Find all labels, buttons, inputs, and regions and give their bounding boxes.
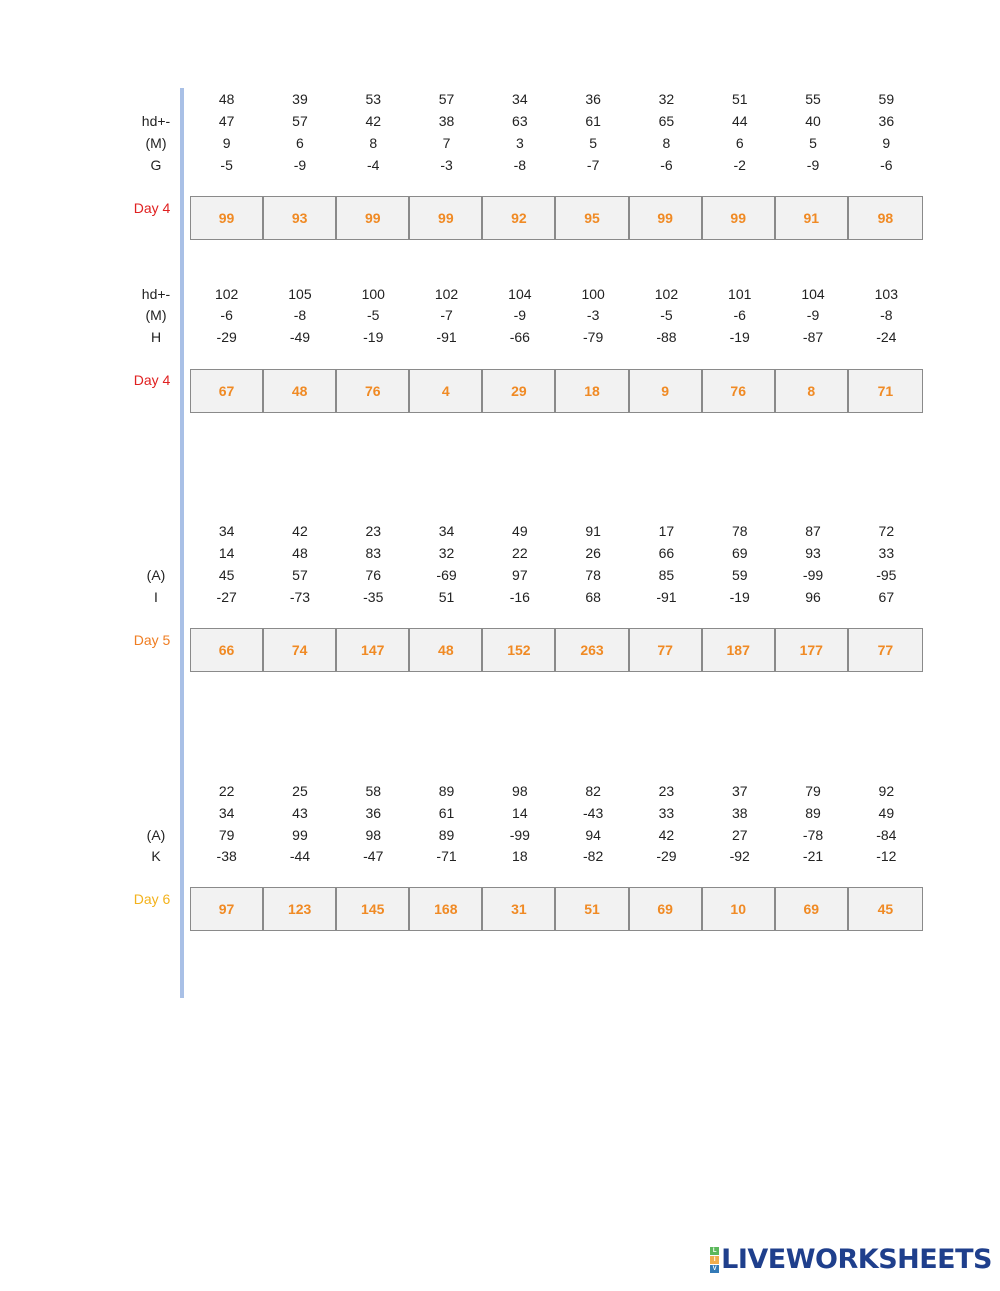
number-cell: -6 [220, 307, 233, 323]
number-cell: -87 [802, 329, 824, 345]
answer-box[interactable]: 67 [191, 370, 264, 412]
number-cell: -92 [729, 848, 750, 864]
number-cell: -21 [802, 848, 824, 864]
number-cell: -9 [806, 157, 820, 173]
number-cell: 27 [731, 827, 748, 843]
number-cell: 89 [438, 827, 455, 843]
number-cell: 14 [218, 545, 235, 561]
number-cell: -16 [509, 589, 530, 605]
number-cell: 94 [585, 827, 601, 843]
number-cell: -73 [289, 589, 311, 605]
number-cell: -29 [216, 329, 237, 345]
number-cell: 66 [658, 545, 675, 561]
answer-box[interactable]: 69 [776, 888, 849, 930]
number-cell: 104 [508, 286, 532, 302]
number-cell: 37 [731, 783, 748, 799]
number-cell: 25 [292, 783, 308, 799]
row-label: hd+- [141, 286, 171, 302]
number-row [190, 132, 923, 154]
number-cell: -35 [363, 589, 384, 605]
answer-box[interactable]: 71 [849, 370, 922, 412]
number-cell: 43 [292, 805, 308, 821]
number-cell: 98 [512, 783, 528, 799]
number-cell: -8 [513, 157, 527, 173]
number-cell: 33 [658, 805, 675, 821]
number-cell: 22 [218, 783, 235, 799]
number-cell: 79 [805, 783, 821, 799]
answer-row [190, 196, 923, 240]
number-cell: 78 [731, 523, 748, 539]
row-label: (M) [145, 135, 167, 151]
number-cell: -19 [729, 329, 750, 345]
number-cell: -43 [583, 805, 604, 821]
answer-box[interactable]: 91 [776, 197, 849, 239]
number-row [190, 520, 923, 542]
answer-box[interactable]: 98 [849, 197, 922, 239]
answer-box[interactable]: 4 [410, 370, 483, 412]
number-cell: 58 [365, 783, 382, 799]
number-cell: 48 [292, 545, 308, 561]
number-cell: 101 [728, 286, 752, 302]
number-cell: -95 [876, 567, 897, 583]
day-label: Day 5 [133, 632, 171, 648]
number-cell: -9 [513, 307, 527, 323]
answer-box[interactable]: 76 [703, 370, 776, 412]
answer-box[interactable]: 99 [410, 197, 483, 239]
number-cell: -6 [660, 157, 673, 173]
row-label: G [150, 157, 162, 173]
answer-box[interactable]: 45 [849, 888, 922, 930]
number-cell: 51 [438, 589, 455, 605]
number-cell: -27 [216, 589, 237, 605]
number-cell: 9 [222, 135, 231, 151]
number-row [190, 326, 923, 348]
number-cell: -47 [363, 848, 384, 864]
number-cell: -8 [293, 307, 307, 323]
number-cell: 105 [288, 286, 312, 302]
logo-text: LIVEWORKSHEETS [721, 1244, 992, 1275]
row-label: hd+- [141, 113, 171, 129]
answer-box[interactable]: 51 [556, 888, 629, 930]
number-cell: 8 [369, 135, 378, 151]
answer-box[interactable]: 152 [483, 629, 556, 671]
number-cell: -4 [367, 157, 380, 173]
answer-box[interactable]: 263 [556, 629, 629, 671]
answer-box[interactable]: 145 [337, 888, 410, 930]
number-cell: 92 [878, 783, 895, 799]
number-cell: 33 [878, 545, 895, 561]
number-cell: 57 [438, 91, 455, 107]
number-cell: -24 [876, 329, 897, 345]
number-cell: 9 [882, 135, 891, 151]
number-cell: 68 [585, 589, 601, 605]
number-cell: 32 [438, 545, 455, 561]
number-cell: 55 [805, 91, 821, 107]
number-cell: 93 [805, 545, 821, 561]
number-cell: 39 [292, 91, 308, 107]
number-row [190, 88, 923, 110]
number-cell: -44 [289, 848, 311, 864]
answer-box[interactable]: 92 [483, 197, 556, 239]
number-row [190, 586, 923, 608]
answer-box[interactable]: 77 [630, 629, 703, 671]
number-cell: 8 [662, 135, 671, 151]
answer-row [190, 887, 923, 931]
answer-row [190, 628, 923, 672]
number-cell: 91 [585, 523, 601, 539]
number-cell: 89 [438, 783, 455, 799]
answer-box[interactable]: 18 [556, 370, 629, 412]
answer-box[interactable]: 77 [849, 629, 922, 671]
liveworksheets-logo [710, 1244, 992, 1275]
number-cell: 17 [658, 523, 675, 539]
number-cell: -5 [367, 307, 380, 323]
number-cell: 34 [512, 91, 528, 107]
number-cell: 42 [658, 827, 675, 843]
number-cell: 65 [658, 113, 675, 129]
answer-box[interactable]: 69 [630, 888, 703, 930]
number-cell: -5 [220, 157, 233, 173]
answer-box[interactable]: 93 [264, 197, 337, 239]
number-cell: 76 [365, 567, 382, 583]
number-cell: 3 [515, 135, 524, 151]
number-cell: 98 [365, 827, 382, 843]
number-cell: 23 [365, 523, 382, 539]
answer-box[interactable]: 147 [337, 629, 410, 671]
number-cell: -99 [802, 567, 824, 583]
answer-box[interactable]: 48 [410, 629, 483, 671]
day-label: Day 4 [133, 200, 171, 216]
row-label: K [151, 848, 161, 864]
number-cell: -78 [802, 827, 824, 843]
number-cell: -12 [876, 848, 897, 864]
number-cell: -91 [436, 329, 457, 345]
number-cell: 22 [512, 545, 528, 561]
row-label: H [150, 329, 162, 345]
number-cell: -9 [293, 157, 307, 173]
number-row [190, 802, 923, 824]
answer-box[interactable]: 177 [776, 629, 849, 671]
number-cell: 69 [731, 545, 748, 561]
number-cell: 34 [218, 805, 235, 821]
number-cell: 5 [589, 135, 598, 151]
answer-box[interactable]: 187 [703, 629, 776, 671]
number-cell: 51 [731, 91, 748, 107]
answer-box[interactable]: 31 [483, 888, 556, 930]
number-cell: 104 [801, 286, 825, 302]
answer-box[interactable]: 8 [776, 370, 849, 412]
number-cell: 63 [512, 113, 528, 129]
row-label: I [154, 589, 158, 605]
number-cell: -71 [436, 848, 457, 864]
number-cell: 100 [361, 286, 385, 302]
number-cell: 61 [438, 805, 455, 821]
number-cell: 40 [805, 113, 821, 129]
number-cell: 36 [585, 91, 601, 107]
number-cell: -6 [880, 157, 893, 173]
number-cell: -38 [216, 848, 237, 864]
number-cell: -69 [436, 567, 457, 583]
number-cell: 42 [365, 113, 382, 129]
number-cell: 36 [365, 805, 382, 821]
number-cell: -82 [583, 848, 604, 864]
number-row [190, 845, 923, 867]
number-cell: 59 [731, 567, 748, 583]
number-cell: -99 [509, 827, 530, 843]
number-cell: -91 [656, 589, 677, 605]
number-row [190, 283, 923, 305]
number-cell: -5 [660, 307, 673, 323]
number-cell: 42 [292, 523, 308, 539]
answer-box[interactable]: 99 [191, 197, 264, 239]
number-cell: 79 [218, 827, 235, 843]
number-cell: 45 [218, 567, 235, 583]
number-cell: 34 [438, 523, 455, 539]
answer-box[interactable]: 74 [264, 629, 337, 671]
number-row [190, 304, 923, 326]
number-cell: -19 [363, 329, 384, 345]
number-cell: 67 [878, 589, 895, 605]
number-cell: 6 [296, 135, 304, 151]
number-cell: 78 [585, 567, 601, 583]
number-cell: 85 [658, 567, 675, 583]
number-cell: -88 [656, 329, 677, 345]
answer-box[interactable]: 95 [556, 197, 629, 239]
number-cell: 102 [214, 286, 239, 302]
number-cell: 61 [585, 113, 601, 129]
number-cell: 49 [512, 523, 528, 539]
row-label: (A) [146, 827, 166, 843]
answer-box[interactable]: 48 [264, 370, 337, 412]
number-cell: 23 [658, 783, 675, 799]
number-cell: -49 [289, 329, 311, 345]
row-label: (A) [146, 567, 166, 583]
number-row [190, 110, 923, 132]
number-cell: -9 [806, 307, 820, 323]
number-cell: 5 [809, 135, 817, 151]
answer-box[interactable]: 76 [337, 370, 410, 412]
number-cell: 57 [292, 567, 308, 583]
answer-box[interactable]: 29 [483, 370, 556, 412]
number-cell: 83 [365, 545, 382, 561]
answer-box[interactable]: 97 [191, 888, 264, 930]
number-cell: 32 [658, 91, 675, 107]
number-cell: 103 [874, 286, 898, 302]
number-cell: 102 [654, 286, 679, 302]
number-cell: 57 [292, 113, 308, 129]
answer-row [190, 369, 923, 413]
number-cell: 34 [218, 523, 235, 539]
number-row [190, 564, 923, 586]
number-cell: 14 [512, 805, 528, 821]
row-label: (M) [145, 307, 167, 323]
answer-box[interactable]: 99 [337, 197, 410, 239]
answer-box[interactable]: 123 [264, 888, 337, 930]
number-cell: -29 [656, 848, 677, 864]
number-cell: 96 [805, 589, 821, 605]
day-label: Day 6 [133, 891, 171, 907]
number-cell: -7 [440, 307, 453, 323]
logo-mark-icon: L I V [710, 1247, 719, 1273]
number-cell: -84 [876, 827, 897, 843]
number-cell: -3 [440, 157, 453, 173]
number-cell: 38 [438, 113, 455, 129]
number-cell: 100 [581, 286, 605, 302]
answer-box[interactable]: 99 [630, 197, 703, 239]
day-label: Day 4 [133, 372, 171, 388]
number-cell: 72 [878, 523, 895, 539]
number-cell: 18 [512, 848, 528, 864]
number-cell: 47 [218, 113, 235, 129]
number-cell: 59 [878, 91, 895, 107]
number-cell: 99 [292, 827, 308, 843]
number-cell: 87 [805, 523, 821, 539]
answer-box[interactable]: 99 [703, 197, 776, 239]
number-cell: -79 [583, 329, 604, 345]
number-cell: 6 [735, 135, 744, 151]
number-cell: -7 [586, 157, 600, 173]
number-cell: -66 [509, 329, 530, 345]
number-cell: 48 [218, 91, 235, 107]
number-cell: 7 [442, 135, 451, 151]
answer-box[interactable]: 10 [703, 888, 776, 930]
number-cell: -19 [729, 589, 750, 605]
number-cell: 82 [585, 783, 601, 799]
number-cell: 36 [878, 113, 895, 129]
number-cell: -3 [586, 307, 600, 323]
number-cell: 26 [585, 545, 601, 561]
number-cell: 97 [512, 567, 528, 583]
number-cell: 49 [878, 805, 895, 821]
number-cell: 53 [365, 91, 382, 107]
number-cell: -6 [733, 307, 746, 323]
number-row [190, 780, 923, 802]
number-cell: 44 [731, 113, 748, 129]
answer-box[interactable]: 9 [630, 370, 703, 412]
number-cell: -8 [880, 307, 893, 323]
number-cell: 102 [434, 286, 459, 302]
answer-box[interactable]: 168 [410, 888, 483, 930]
number-row [190, 824, 923, 846]
number-cell: -2 [733, 157, 746, 173]
answer-box[interactable]: 66 [191, 629, 264, 671]
number-cell: 38 [731, 805, 748, 821]
number-cell: 89 [805, 805, 821, 821]
number-row [190, 542, 923, 564]
number-row [190, 154, 923, 176]
